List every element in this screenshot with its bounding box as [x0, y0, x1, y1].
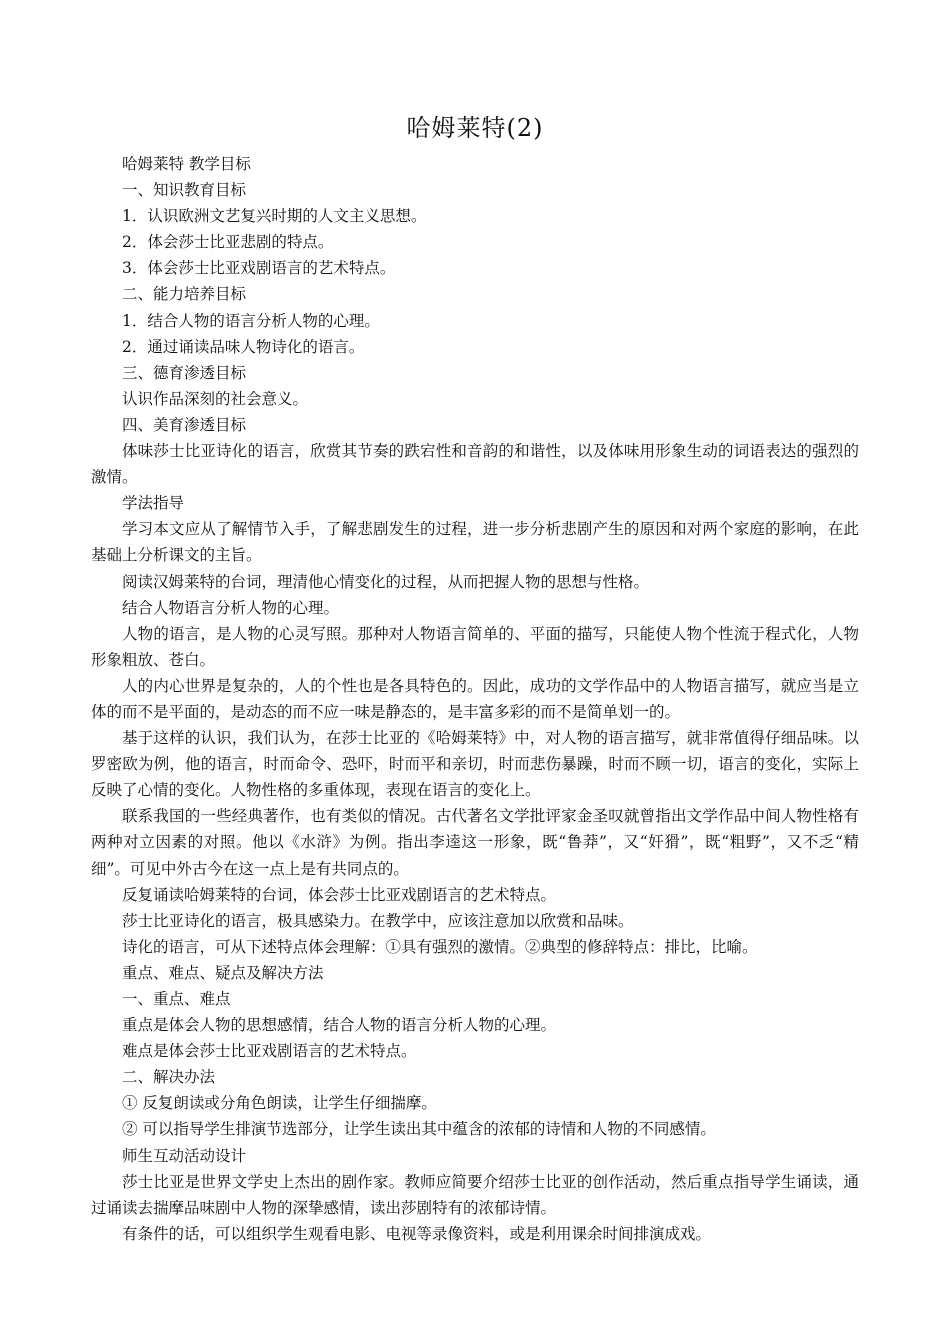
paragraph: 人物的语言，是人物的心灵写照。那种对人物语言简单的、平面的描写，只能使人物个性流于程式化，人物形象粗放、苍白。	[91, 624, 859, 669]
section-heading: 哈姆莱特 教学目标	[122, 155, 251, 173]
paragraph: 反复诵读哈姆莱特的台词，体会莎士比亚戏剧语言的艺术特点。	[122, 885, 557, 904]
paragraph: 结合人物语言分析人物的心理。	[122, 598, 340, 617]
paragraph: 人的内心世界是复杂的，人的个性也是各具特色的。因此，成功的文学作品中的人物语言描写，就应当是立体的而不是平面的，是动态的而不应一味是静态的，是丰富多彩的而不是简单划一的。	[91, 676, 859, 721]
paragraph: 基于这样的认识，我们认为，在莎士比亚的《哈姆莱特》中，对人物的语言描写，就非常值得仔细品味。以罗密欧为例，他的语言，时而命令、恐吓，时而平和亲切，时而悲伤暴躁，时而不顾一切，语言的变化，实际上反映了心情的变化。人物性格的多重体现，表现在语言的变化上。	[91, 729, 859, 800]
paragraph: 阅读汉姆莱特的台词，理清他心情变化的过程，从而把握人物的思想与性格。	[122, 572, 650, 591]
list-item: 1．认识欧洲文艺复兴时期的人文主义思想。	[122, 207, 427, 226]
paragraph: 认识作品深刻的社会意义。	[122, 389, 309, 408]
paragraph: 学习本文应从了解情节入手，了解悲剧发生的过程，进一步分析悲剧产生的原因和对两个家庭的影响，在此基础上分析课文的主旨。	[91, 520, 859, 565]
list-item: 2．体会莎士比亚悲剧的特点。	[122, 233, 334, 252]
list-item: ② 可以指导学生排演节选部分，让学生读出其中蕴含的浓郁的诗情和人物的不同感情。	[122, 1120, 716, 1139]
paragraph: 联系我国的一些经典著作，也有类似的情况。古代著名文学批评家金圣叹就曾指出文学作品中间人物性格有两种对立因素的对照。他以《水浒》为例。指出李逵这一形象，既“鲁莽”，又“奸猾”，既“粗野”，又不乏“精细”。可见中外古今在这一点上是有共同点的。	[91, 807, 859, 878]
section-heading: 三、德育渗透目标	[122, 363, 247, 382]
section-heading: 学法指导	[122, 494, 185, 513]
paragraph: 重点是体会人物的思想感情，结合人物的语言分析人物的心理。	[122, 1016, 557, 1035]
list-item: ① 反复朗读或分角色朗读，让学生仔细揣摩。	[122, 1094, 437, 1113]
list-item: 2．通过诵读品味人物诗化的语言。	[122, 337, 365, 356]
document-title: 哈姆莱特(2)	[406, 114, 544, 142]
paragraph: 体味莎士比亚诗化的语言，欣赏其节奏的跌宕性和音韵的和谐性，以及体味用形象生动的词语表达的强烈的激情。	[91, 442, 859, 487]
section-heading: 四、美育渗透目标	[122, 415, 247, 434]
list-item: 1．结合人物的语言分析人物的心理。	[122, 311, 380, 330]
list-item: 3．体会莎士比亚戏剧语言的艺术特点。	[122, 259, 396, 278]
section-heading: 二、解决办法	[122, 1068, 216, 1087]
section-heading: 二、能力培养目标	[122, 285, 247, 304]
paragraph: 诗化的语言，可从下述特点体会理解：①具有强烈的激情。②典型的修辞特点：排比，比喻。	[122, 937, 758, 956]
document-body	[91, 151, 859, 1247]
section-heading: 一、知识教育目标	[122, 181, 247, 200]
section-heading: 师生互动活动设计	[122, 1146, 247, 1165]
section-heading: 一、重点、难点	[122, 990, 231, 1008]
paragraph: 有条件的话，可以组织学生观看电影、电视等录像资料，或是利用课余时间排演成戏。	[122, 1224, 712, 1243]
paragraph: 莎士比亚是世界文学史上杰出的剧作家。教师应简要介绍莎士比亚的创作活动，然后重点指导学生诵读，通过诵读去揣摩品味剧中人物的深挚感情，读出莎剧特有的浓郁诗情。	[91, 1172, 859, 1217]
paragraph: 莎士比亚诗化的语言，极具感染力。在教学中，应该注意加以欣赏和品味。	[122, 911, 634, 930]
section-heading: 重点、难点、疑点及解决方法	[122, 963, 324, 982]
paragraph: 难点是体会莎士比亚戏剧语言的艺术特点。	[122, 1042, 417, 1061]
